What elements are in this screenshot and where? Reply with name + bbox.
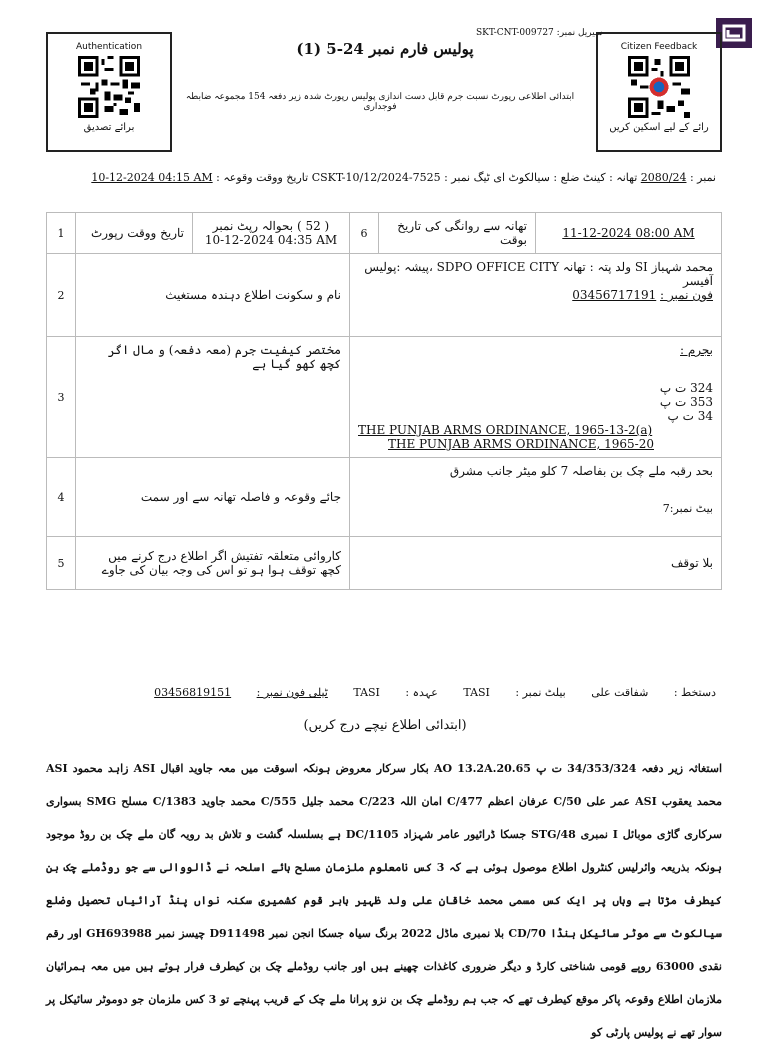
etag-number: CSKT-10/12/2024-7525 [311,171,441,184]
table-row [47,213,722,254]
occurrence-label: تاریخ ووقت وقوعہ : [216,171,309,184]
occurrence-datetime: 10-12-2024 04:15 AM [91,171,213,184]
form-title: پولیس فارم نمبر 24-5 (1) [296,40,474,58]
beat-number: بیٹ نمبر:7 [662,502,713,515]
citizen-feedback-title: Citizen Feedback [620,42,698,52]
report-datetime: 10-12-2024 04:35 AM [204,233,338,247]
departure-datetime: 11-12-2024 08:00 AM [536,213,722,254]
row-number: 5 [47,537,76,590]
district: ضلع : سیالکوٹ [508,171,580,184]
table-row [47,337,722,458]
crime-section: 324 ت پ [659,381,713,395]
etag-label: ای ٹیگ نمبر : [444,171,506,184]
table-row [47,458,722,537]
crime-summary-label: مختصر کیفیت جرم (معہ دفعہ) و مال اگر کچھ کھو گیا ہے [76,337,350,458]
officer-phone: 03456819151 [154,686,232,699]
citizen-feedback-box [596,32,722,152]
report-datetime-label: تاریخ ووقت رپورٹ [76,213,193,254]
departure-label: تھانہ سے روانگی کی تاریخ بوقت [379,213,536,254]
ordinance: THE PUNJAB ARMS ORDINANCE, 1965-20 [388,437,654,451]
officer-name: شفاقت علی [591,686,649,699]
fir-number-label: نمبر : [689,171,716,184]
investigation-delay-label: کاروائی متعلقہ تفتیش اگر اطلاع درج کرنے میں کچھ توقف ہوا ہو تو اس کی وجہ بیان کی جاوے [76,537,350,590]
phone-label: ٹیلی فون نمبر : [256,686,328,699]
place-of-occurrence: بحد رقبہ ملے چک بن بفاصلہ 7 کلو میٹر جانب مشرق بیٹ نمبر:7 [350,458,722,537]
fir-details-table [46,212,722,590]
form-subtitle: ابتدائی اطلاعی رپورٹ نسبت جرم قابل دست اندازی پولیس رپورٹ شدہ زیر دفعہ 154 مجموعہ ضابطہ فوجداری [185,92,575,112]
authentication-box [46,32,172,152]
signed-label: دستخط : [673,686,716,699]
authentication-title: Authentication [75,42,143,52]
place-of-occurrence-label: جائے وقوعہ و فاصلہ تھانہ سے اور سمت [76,458,350,537]
fir-number: 2080/24 [640,171,687,184]
crime-section: 353 ت پ [659,395,713,409]
table-row [47,254,722,337]
officer-signature-line [76,686,716,699]
authentication-qr-icon[interactable] [78,56,140,118]
authentication-caption: برائے تصدیق [83,122,135,133]
complainant-details: محمد شہباز SI ولد پتہ : تھانہ SDPO OFFICE CITY ،پیشہ :پولیس آفیسر فون نمبر : 03456717191 [350,254,722,337]
belt-label: بیلٹ نمبر : [515,686,566,699]
belt-number: TASI [463,686,490,699]
citizen-feedback-qr-icon[interactable] [628,56,690,118]
row-number: 6 [350,213,379,254]
narrative-title: (ابتدائی اطلاع نیچے درج کریں) [303,718,467,733]
ordinance: THE PUNJAB ARMS ORDINANCE, 1965-13-2(a) [358,423,653,437]
row-number: 1 [47,213,76,254]
report-reference: ( 52 ) بحوالہ رپٹ نمبر 10-12-2024 04:35 AM [193,213,350,254]
citizen-feedback-caption: رائے کے لیے اسکین کریں [609,122,709,133]
crime-section: 34 ت پ [667,409,713,423]
serial-number: سیریل نمبر: SKT-CNT-009727 [476,28,603,38]
row-number: 3 [47,337,76,458]
complainant-label: نام و سکونت اطلاع دہندہ مستغیث [76,254,350,337]
investigation-delay: بلا توقف [350,537,722,590]
fir-meta-line [76,165,716,190]
row-number: 2 [47,254,76,337]
table-row [47,537,722,590]
officer-rank: TASI [353,686,380,699]
crime-details: بجرم : 324 ت پ 353 ت پ 34 ت پ THE PUNJAB ARMS ORDINANCE, 1965-13-2(a) THE PUNJAB ARMS ORDINANCE, 1965-20 [350,337,722,458]
fir-narrative: استغاثہ زیر دفعہ 34/353/324 ت پ AO 13.2A.20.65 بکار سرکار معروض ہونکہ اسوقت میں معہ جاوید اقبال ASI زاہد محمود ASI محمد یعقوب ASI عمر علی C/50 عرفان اعظم C/477 امان اللہ C/223 محمد جلیل C/555 محمد جاوید C/1383 مسلح SMG بسواری سرکاری گاڑی موبائل I نمبری STG/48 جسکا ڈرائیور عامر شہزاد DC/1105 ہے بسلسلہ گشت و تلاش بد رویہ گان ملے چک بن روڈ موجود ہونکہ بذریعہ وائرلیس کنٹرول اطلاع موصول ہوئی ہے کہ 3 کس نامعلوم ملزمان مسلح ہائے اسلحہ نے ڈالووالی سے جو روڈملے چک بن کیطرف مڑتا ہے وہاں پر ایک کس مسمی محمد خاقان علی ولد ظہیر بابر قوم کشمیری سکنہ نواں پنڈ آرائیاں تحصیل وضلع سیالکوٹ سے موٹر سائیکل ہنڈا CD/70 بلا نمبری ماڈل 2022 برنگ سیاہ جسکا انجن نمبر D911498 چیسز نمبر GH693988 اور رقم نقدی 63000 روپے قومی شناختی کارڈ و دیگر ضروری کاغذات چھینے ہیں اور جانب روڈملے چک بن کیطرف فرار ہوئے ہیں میں معہ ہمرائیان ملازمان اطلاع وقوعہ پاکر موقع کیطرف تھے کہ جب ہم روڈملے چک بن نزو پرانا ملے چک کے قریب پہنچے تو 3 کس ملزمان جو دوموٹر سائیکل پر سوار تھے نے پولیس پارٹی کو [46,762,723,1039]
rank-label: عہدہ : [405,686,438,699]
police-station: تھانہ : کینٹ [582,171,638,184]
row-number: 4 [47,458,76,537]
